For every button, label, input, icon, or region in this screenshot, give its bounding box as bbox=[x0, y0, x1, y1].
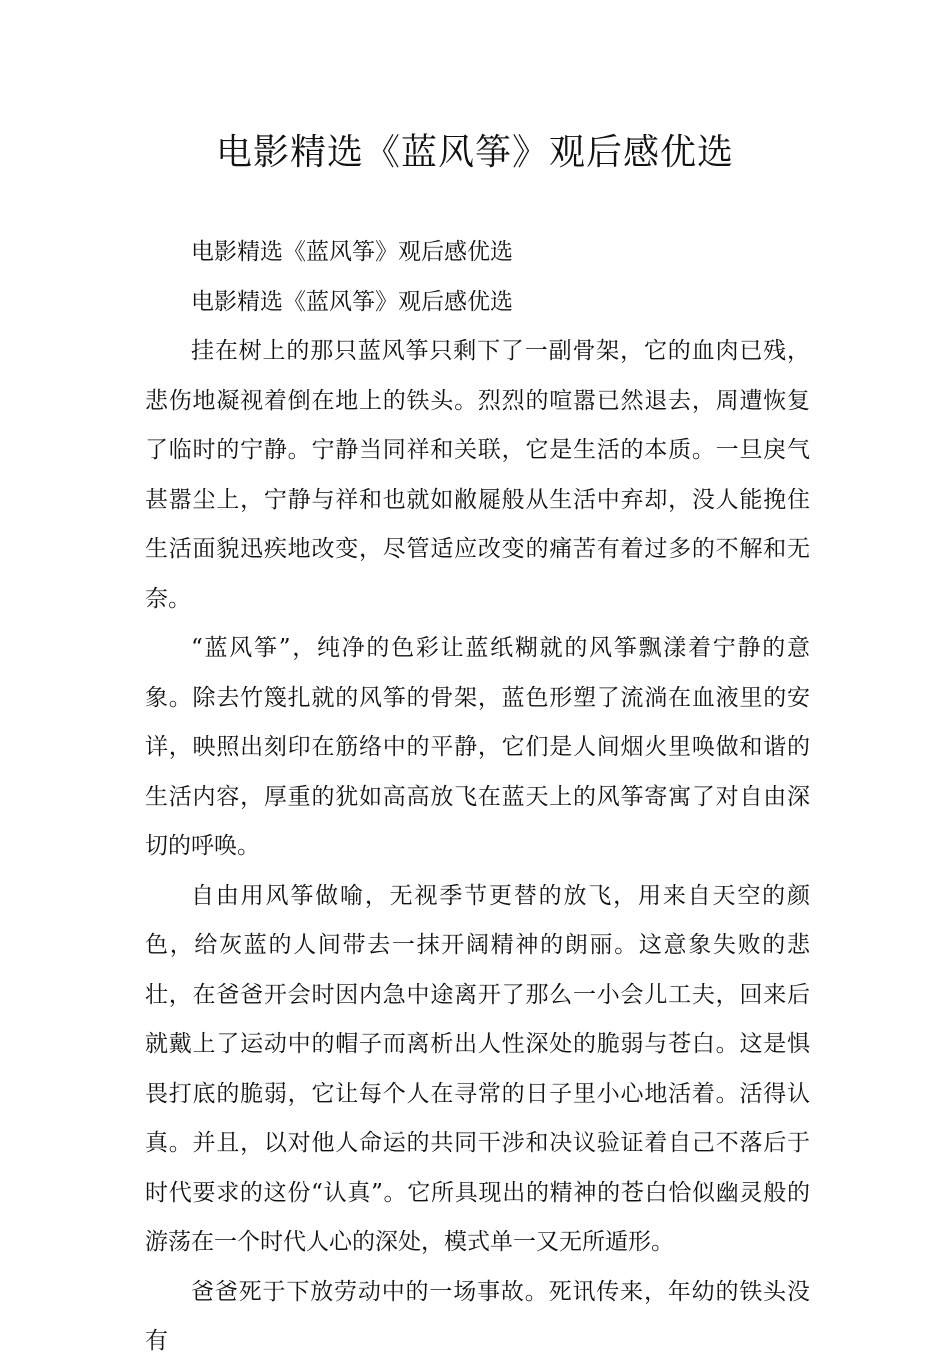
paragraph: “蓝风筝”，纯净的色彩让蓝纸糊就的风筝飘漾着宁静的意象。除去竹篾扎就的风筝的骨架，蓝色形塑了流淌在血液里的安详，映照出刻印在筋络中的平静，它们是人间烟火里唤做和谐的生活内容，厚重的犹如高高放飞在蓝天上的风筝寄寓了对自由深切的呼唤。 bbox=[145, 635, 810, 859]
paragraph: 挂在树上的那只蓝风筝只剩下了一副骨架，它的血肉已残，悲伤地凝视着倒在地上的铁头。烈烈的喧嚣已然退去，周遭恢复了临时的宁静。宁静当同祥和关联，它是生活的本质。一旦戾气甚嚣尘上，宁静与祥和也就如敝屣般从生活中弃却，没人能挽住生活面貌迅疾地改变，尽管适应改变的痛苦有着过多的不解和无奈。 bbox=[145, 338, 810, 612]
paragraph: 自由用风筝做喻，无视季节更替的放飞，用来自天空的颜色，给灰蓝的人间带去一抹开阔精神的朗丽。这意象失败的悲壮，在爸爸开会时因内急中途离开了那么一小会儿工夫，回来后就戴上了运动中的帽子而离析出人性深处的脆弱与苍白。这是惧畏打底的脆弱，它让每个人在寻常的日子里小心地活着。活得认真。并且，以对他人命运的共同干涉和决议验证着自己不落后于时代要求的这份“认真”。它所具现出的精神的苍白恰似幽灵般的游荡在一个时代人心的深处，模式单一又无所遁形。 bbox=[145, 882, 810, 1255]
paragraph: 电影精选《蓝风筝》观后感优选 bbox=[191, 239, 513, 265]
paragraph: 爸爸死于下放劳动中的一场事故。死讯传来，年幼的铁头没有 bbox=[145, 1278, 810, 1354]
document-title: 电影精选《蓝风筝》观后感优选 bbox=[215, 132, 734, 173]
document-body bbox=[145, 228, 810, 1367]
paragraph: 电影精选《蓝风筝》观后感优选 bbox=[191, 288, 513, 315]
